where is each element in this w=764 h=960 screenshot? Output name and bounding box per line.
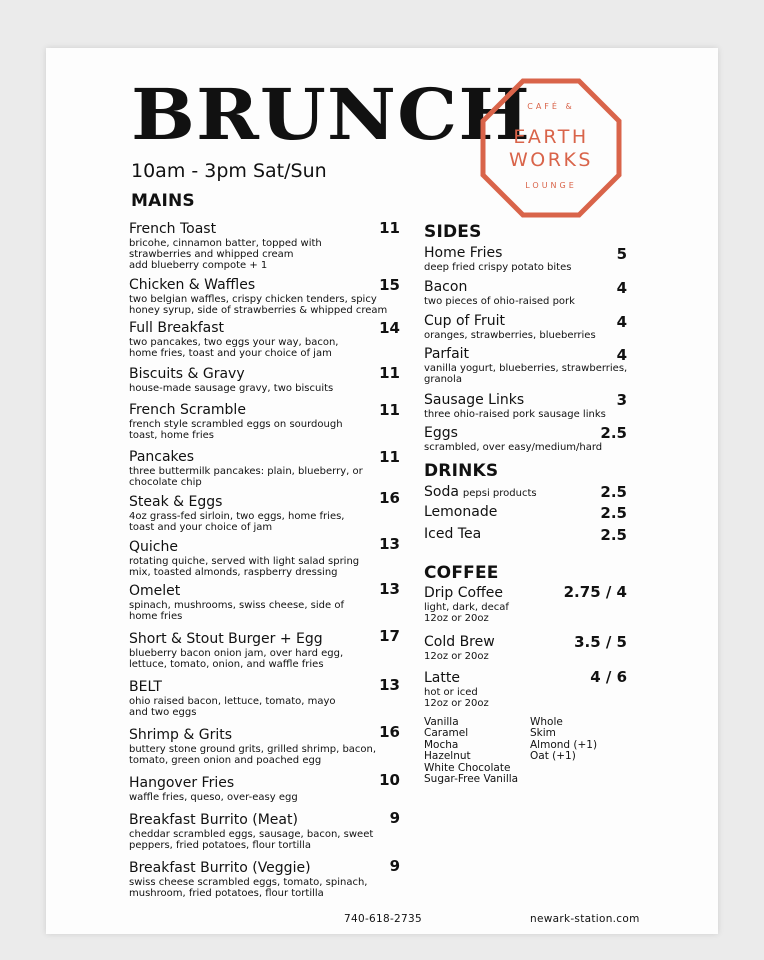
item-price: 13	[379, 535, 400, 553]
item-price: 11	[379, 401, 400, 419]
item-desc: rotating quiche, served with light salad spring	[129, 556, 360, 567]
menu-item-burrito-veggie	[129, 860, 367, 899]
milk-item: Skim	[530, 727, 556, 740]
item-name: Steak & Eggs	[129, 494, 223, 510]
item-price: 11	[379, 448, 400, 466]
item-desc: light, dark, decaf	[424, 602, 509, 613]
logo-top-text: CAFÉ &	[527, 102, 575, 111]
item-price: 13	[379, 676, 400, 694]
item-price: 17	[379, 627, 400, 645]
item-desc: spinach, mushrooms, swiss cheese, side of	[129, 600, 344, 611]
item-name: Cup of Fruit	[424, 313, 505, 329]
menu-item-biscuits-gravy	[129, 366, 333, 394]
item-name: Biscuits & Gravy	[129, 366, 245, 382]
item-desc: 12oz or 20oz	[424, 651, 489, 662]
drink-item-iced-tea	[424, 526, 481, 543]
item-desc: 4oz grass-fed sirloin, two eggs, home fries,	[129, 511, 345, 522]
milk-item: Almond (+1)	[530, 738, 598, 751]
item-desc: three buttermilk pancakes: plain, blueberry, or	[129, 466, 363, 477]
item-price: 5	[616, 245, 627, 263]
menu-item-short-stout-burger	[129, 631, 343, 670]
item-note: pepsi products	[462, 488, 537, 499]
item-desc: oranges, strawberries, blueberries	[424, 330, 596, 341]
earth-works-logo	[478, 76, 624, 220]
item-desc: lettuce, tomato, onion, and waffle fries	[129, 659, 324, 670]
item-price: 2.75 / 4	[563, 583, 627, 601]
menu-item-hangover-fries	[129, 775, 298, 803]
item-price: 4	[616, 346, 627, 364]
item-name: Pancakes	[129, 449, 195, 465]
page-title: BRUNCH	[131, 73, 531, 156]
item-desc: toast, home fries	[129, 430, 214, 441]
logo-line2: WORKS	[509, 149, 593, 171]
item-name: Iced Tea	[424, 526, 482, 542]
menu-item-full-breakfast	[129, 320, 338, 359]
item-price: 13	[379, 580, 400, 598]
item-desc: french style scrambled eggs on sourdough	[129, 419, 343, 430]
logo-bottom-text: LOUNGE	[525, 181, 577, 190]
flavor-item: Vanilla	[424, 716, 459, 728]
drink-item-lemonade	[424, 504, 497, 521]
item-price: 16	[379, 489, 400, 507]
item-desc: honey syrup, side of strawberries & whipped cream	[129, 305, 388, 316]
item-price: 10	[379, 771, 400, 789]
item-desc: mix, toasted almonds, raspberry dressing	[129, 567, 338, 578]
item-price: 2.5	[600, 526, 627, 544]
item-desc: two pieces of ohio-raised pork	[424, 296, 575, 307]
menu-item-belt	[129, 679, 336, 718]
item-name: Full Breakfast	[129, 320, 225, 336]
item-price: 4 / 6	[590, 668, 627, 686]
item-name: Chicken & Waffles	[129, 277, 256, 293]
item-price: 2.5	[600, 504, 627, 522]
item-desc: blueberry bacon onion jam, over hard egg,	[129, 648, 344, 659]
item-desc: 12oz or 20oz	[424, 698, 489, 709]
flavor-item: Hazelnut	[424, 750, 471, 763]
item-name: Short & Stout Burger + Egg	[129, 631, 323, 647]
item-desc: mushroom, fried potatoes, flour tortilla	[129, 888, 324, 899]
item-desc: three ohio-raised pork sausage links	[424, 409, 606, 420]
item-desc: 12oz or 20oz	[424, 613, 489, 624]
item-name: Home Fries	[424, 245, 503, 261]
item-name: Omelet	[129, 583, 181, 599]
item-desc: home fries, toast and your choice of jam	[129, 348, 332, 359]
item-desc: and two eggs	[129, 707, 197, 718]
item-name: Drip Coffee	[424, 585, 503, 601]
coffee-item-latte	[424, 670, 489, 709]
item-desc: peppers, fried potatoes, flour tortilla	[129, 840, 311, 851]
menu-item-steak-eggs	[129, 494, 344, 533]
item-desc: granola	[424, 374, 462, 385]
item-price: 16	[379, 723, 400, 741]
flavor-list	[424, 717, 518, 785]
item-price: 14	[379, 319, 400, 337]
item-desc: ohio raised bacon, lettuce, tomato, mayo	[129, 696, 336, 707]
side-item-home-fries	[424, 245, 571, 273]
item-desc: house-made sausage gravy, two biscuits	[129, 383, 334, 394]
item-desc: vanilla yogurt, blueberries, strawberries,	[424, 363, 628, 374]
sides-heading: SIDES	[424, 222, 482, 242]
milk-list	[530, 717, 597, 763]
item-name: Cold Brew	[424, 634, 495, 650]
item-name: Sausage Links	[424, 392, 525, 408]
item-name: Soda pepsi products	[424, 484, 537, 500]
item-desc: bricohe, cinnamon batter, topped with	[129, 238, 322, 249]
item-price: 15	[379, 276, 400, 294]
item-desc: add blueberry compote + 1	[129, 260, 268, 271]
milk-item: Whole	[530, 716, 563, 728]
item-price: 3	[616, 391, 627, 409]
item-name: Quiche	[129, 539, 178, 555]
item-name: Breakfast Burrito (Veggie)	[129, 860, 311, 876]
menu-item-french-toast	[129, 221, 322, 271]
item-desc: chocolate chip	[129, 477, 202, 488]
footer-phone: 740-618-2735	[344, 913, 422, 925]
menu-item-quiche	[129, 539, 359, 578]
item-price: 2.5	[600, 424, 627, 442]
side-item-bacon	[424, 279, 575, 307]
milk-item: Oat (+1)	[530, 750, 576, 763]
item-desc: two belgian waffles, crispy chicken tenders, spicy	[129, 294, 377, 305]
menu-item-pancakes	[129, 449, 363, 488]
item-desc: scrambled, over easy/medium/hard	[424, 442, 603, 453]
item-price: 11	[379, 364, 400, 382]
item-name: Shrimp & Grits	[129, 727, 233, 743]
item-price: 11	[379, 219, 400, 237]
side-item-cup-of-fruit	[424, 313, 596, 341]
coffee-item-cold-brew	[424, 634, 495, 662]
hours-text: 10am - 3pm Sat/Sun	[131, 160, 327, 182]
flavor-item: Mocha	[424, 738, 459, 751]
flavor-item: Caramel	[424, 727, 469, 740]
flavor-item: White Chocolate	[424, 761, 511, 774]
item-desc: swiss cheese scrambled eggs, tomato, spinach,	[129, 877, 368, 888]
item-name: Lemonade	[424, 504, 498, 520]
item-desc: two pancakes, two eggs your way, bacon,	[129, 337, 339, 348]
item-desc: tomato, green onion and poached egg	[129, 755, 322, 766]
item-name: BELT	[129, 679, 162, 695]
menu-item-omelet	[129, 583, 344, 622]
logo-line1: EARTH	[513, 126, 589, 148]
item-price: 4	[616, 313, 627, 331]
item-name: Parfait	[424, 346, 470, 362]
item-name: French Scramble	[129, 402, 246, 418]
item-desc: cheddar scrambled eggs, sausage, bacon, sweet	[129, 829, 374, 840]
item-desc: hot or iced	[424, 687, 478, 698]
item-name: Breakfast Burrito (Meat)	[129, 812, 298, 828]
mains-heading: MAINS	[131, 191, 195, 211]
item-price: 9	[389, 809, 400, 827]
item-price: 4	[616, 279, 627, 297]
footer-website: newark-station.com	[530, 913, 640, 925]
item-price: 9	[389, 857, 400, 875]
item-desc: deep fried crispy potato bites	[424, 262, 572, 273]
item-name: French Toast	[129, 221, 217, 237]
item-desc: waffle fries, queso, over-easy egg	[129, 792, 298, 803]
menu-item-shrimp-grits	[129, 727, 376, 766]
item-price: 2.5	[600, 483, 627, 501]
item-desc: strawberries and whipped cream	[129, 249, 294, 260]
menu-item-burrito-meat	[129, 812, 373, 851]
flavor-item: Sugar-Free Vanilla	[424, 773, 519, 786]
item-price: 3.5 / 5	[574, 633, 627, 651]
item-name: Latte	[424, 670, 460, 686]
menu-item-french-scramble	[129, 402, 343, 441]
item-name: Hangover Fries	[129, 775, 235, 791]
menu-item-chicken-waffles	[129, 277, 387, 316]
item-desc: toast and your choice of jam	[129, 522, 273, 533]
item-name: Eggs	[424, 425, 458, 441]
item-desc: home fries	[129, 611, 183, 622]
item-name: Bacon	[424, 279, 468, 295]
side-item-sausage-links	[424, 392, 606, 420]
drinks-heading: DRINKS	[424, 461, 499, 481]
coffee-heading: COFFEE	[424, 563, 499, 583]
drink-item-soda	[424, 484, 537, 502]
item-desc: buttery stone ground grits, grilled shrimp, bacon,	[129, 744, 377, 755]
side-item-eggs	[424, 425, 602, 453]
coffee-item-drip	[424, 585, 509, 624]
